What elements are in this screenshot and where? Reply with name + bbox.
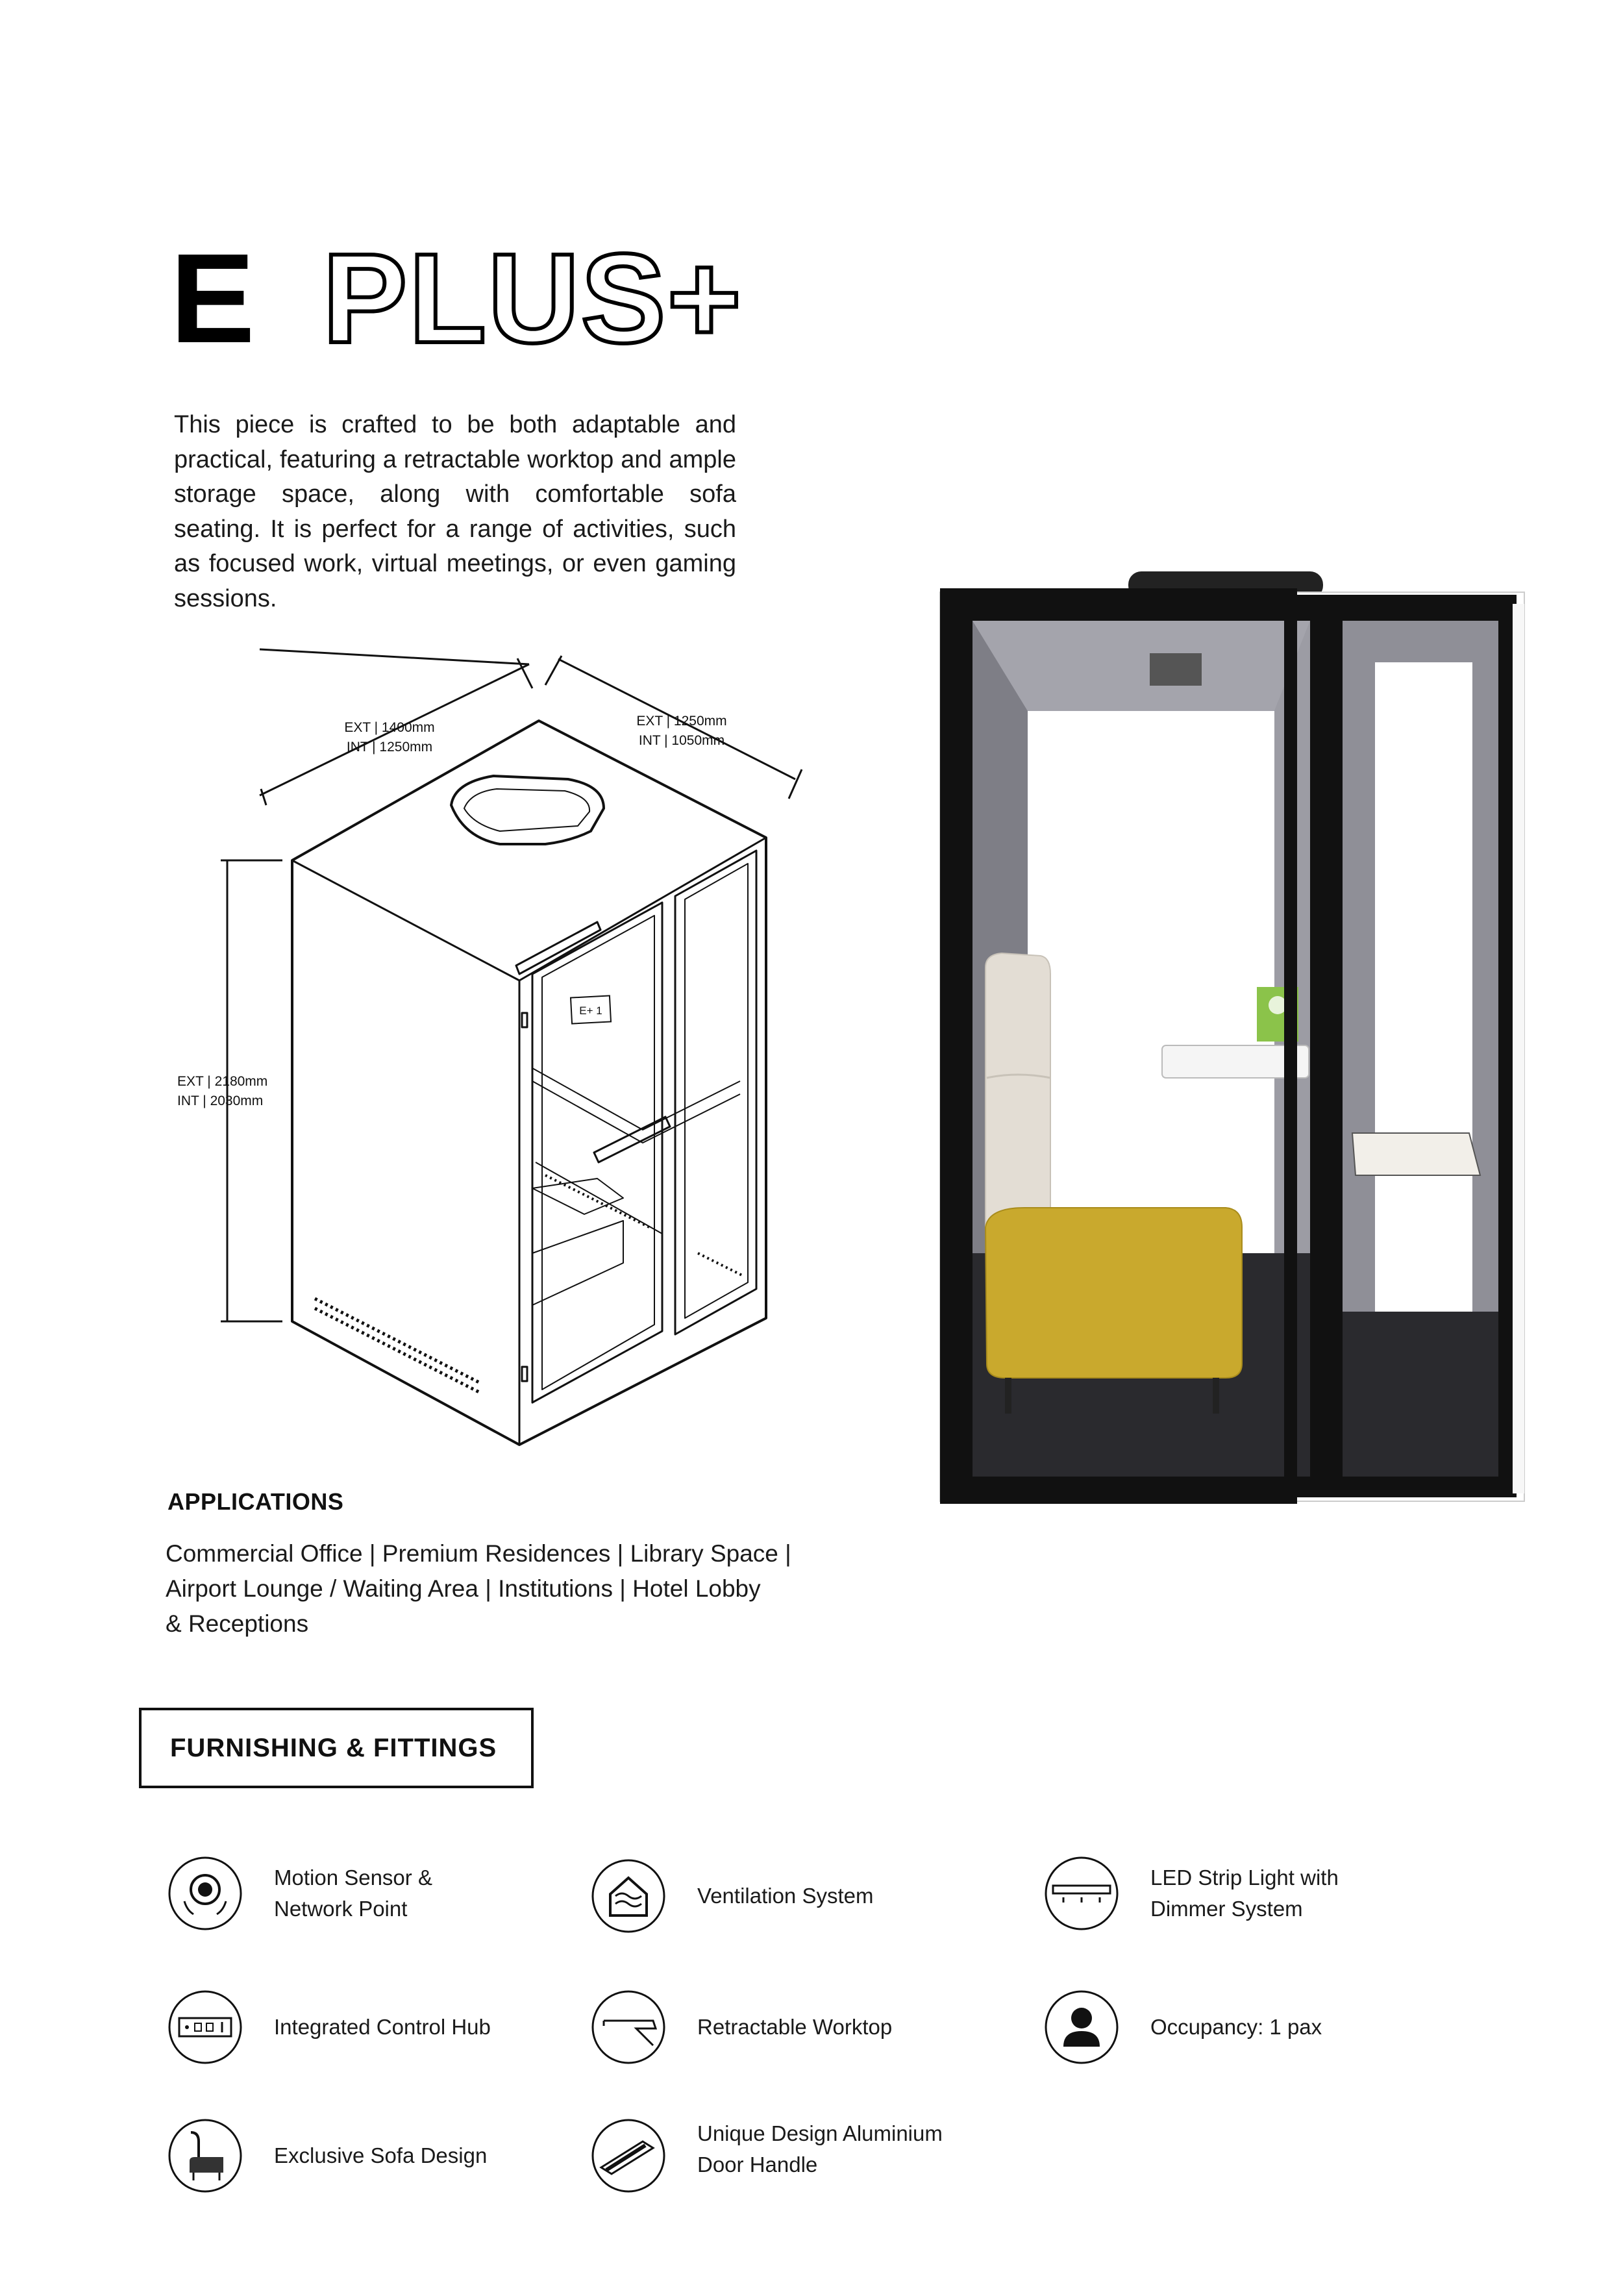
feature-item — [167, 1990, 491, 2065]
control-hub-icon — [167, 1990, 243, 2065]
feature-label — [274, 2012, 491, 2043]
title-second: PLUS+ — [322, 227, 743, 369]
feature-label-line: Retractable Worktop — [697, 2015, 893, 2039]
feature-label — [697, 2118, 943, 2180]
width-int-label: INT | 1250mm — [346, 740, 433, 755]
feature-label — [697, 1880, 873, 1912]
height-int-label: INT | 2030mm — [177, 1093, 264, 1108]
title-first: E — [170, 227, 255, 369]
feature-label-line: Integrated Control Hub — [274, 2015, 491, 2039]
feature-label-line: Dimmer System — [1150, 1897, 1303, 1921]
feature-item — [167, 1856, 432, 1931]
furnishing-heading: FURNISHING & FITTINGS — [170, 1733, 497, 1762]
applications-heading: APPLICATIONS — [167, 1488, 344, 1515]
dimension-diagram — [177, 649, 818, 1461]
width-ext-label: EXT | 1400mm — [344, 720, 435, 735]
feature-item — [1044, 1990, 1322, 2065]
furnishing-heading-box — [139, 1708, 534, 1788]
height-ext-label: EXT | 2180mm — [177, 1074, 268, 1089]
feature-label — [274, 2140, 487, 2171]
feature-label-line: Ventilation System — [697, 1884, 874, 1908]
depth-int-label: INT | 1050mm — [638, 733, 725, 748]
feature-item — [591, 1990, 892, 2065]
feature-label-line: LED Strip Light with — [1150, 1866, 1339, 1890]
feature-label-line: Exclusive Sofa Design — [274, 2143, 488, 2167]
feature-label-line: Occupancy: 1 pax — [1150, 2015, 1322, 2039]
occupancy-icon — [1044, 1990, 1119, 2065]
led-strip-icon — [1044, 1856, 1119, 1931]
feature-label — [1150, 1862, 1339, 1925]
depth-ext-label: EXT | 1250mm — [636, 714, 727, 729]
sofa-icon — [167, 2118, 243, 2193]
feature-item — [591, 1858, 873, 1934]
motion-sensor-icon — [167, 1856, 243, 1931]
width-dim-line — [260, 649, 529, 664]
worktop-icon — [591, 1990, 666, 2065]
feature-label — [274, 1862, 432, 1925]
product-description: This piece is crafted to be both adaptable and practical, featuring a retractable worktop and ample storage space, along with comfortable sofa seating. It is perfect for a range of activities, such as focused work, virtual meetings, or even gaming sessions. — [174, 411, 736, 612]
page-title — [170, 227, 743, 369]
applications-line: Commercial Office | Premium Residences | Library Space | — [166, 1540, 791, 1567]
feature-item — [591, 2105, 943, 2193]
feature-label-line: Door Handle — [697, 2152, 818, 2177]
feature-label-line: Unique Design Aluminium — [697, 2121, 943, 2145]
applications-line: & Receptions — [166, 1610, 309, 1637]
applications-text — [166, 1536, 815, 1641]
feature-item — [167, 2118, 487, 2193]
feature-label — [697, 2012, 892, 2043]
product-photo — [927, 558, 1537, 1519]
door-sign-label: E+ 1 — [579, 1004, 602, 1017]
feature-item — [1044, 1856, 1339, 1931]
applications-line: Airport Lounge / Waiting Area | Institutions | Hotel Lobby — [166, 1575, 761, 1602]
door-handle-icon — [591, 2118, 666, 2193]
feature-label — [1150, 2012, 1322, 2043]
feature-label-line: Network Point — [274, 1897, 408, 1921]
ventilation-icon — [591, 1858, 666, 1934]
feature-label-line: Motion Sensor & — [274, 1866, 432, 1890]
